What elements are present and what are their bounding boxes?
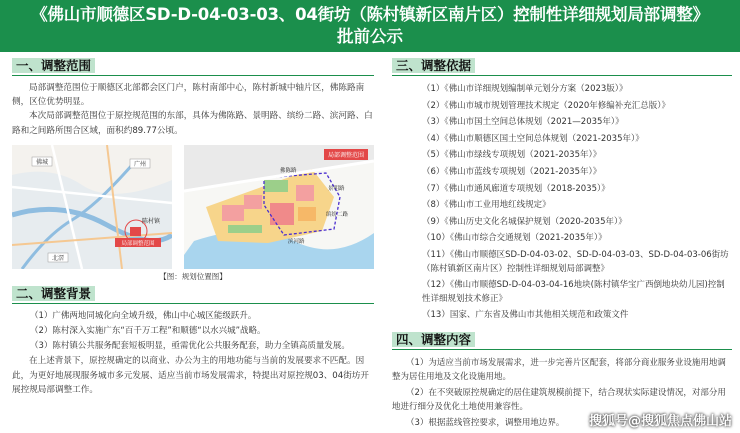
page-subtitle: 批前公示 — [337, 27, 403, 46]
list-item: （13）国家、广东省及佛山市其他相关规范和政策文件 — [422, 309, 629, 320]
list-item: （1）为适应当前市场发展需求，进一步完善片区配套，将部分商业服务业设施用地调整为居住用地及文化设施用地。 — [392, 357, 726, 382]
list-item: （9）《佛山历史文化名城保护规划（2020-2035年）》 — [422, 216, 627, 227]
map-label: 佛城 — [35, 158, 49, 166]
section-heading: 四、调整内容 — [392, 332, 475, 347]
list-item: （6）《佛山市蓝线专项规划（2021-2035年）》 — [422, 166, 602, 177]
list-item: （1）《佛山市详细规划编制单元划分方案（2023版）》 — [422, 84, 628, 94]
section-heading: 二、调整背景 — [12, 286, 95, 301]
adjustment-area-map — [184, 145, 374, 269]
map-label: 缤纷二路 — [326, 211, 349, 218]
list-item: （3）根据蓝线管控要求，调整用地边界。 — [406, 417, 565, 428]
list-item: （2）在不突破原控规确定的居住建筑规模前提下，结合现状实际建设情况，对部分用地进行细分及优化土地使用兼容性。 — [392, 387, 726, 412]
paragraph: 在上述背景下，原控规确定的以商业、办公为主的用地功能与当前的发展要求不匹配。因此，为更好地展现服务城市多元发展、适应当前市场发展需求，特提出对原控规03、04街坊开展控规局部调整工作。 — [12, 356, 370, 395]
list-item: （11）《佛山市顺德区SD-D-04-03-02、SD-D-04-03-03、SD-D-04-03-06街坊（陈村镇新区南片区）控制性详细规划局部调整》 — [422, 249, 729, 274]
list-item: （4）《佛山市顺德区国土空间总体规划（2021-2035年）》 — [422, 133, 644, 144]
section-basis — [392, 58, 732, 324]
regional-location-map — [12, 145, 172, 269]
section-divider — [12, 75, 374, 76]
map-label: 景明路 — [328, 185, 345, 192]
background-list — [12, 309, 374, 355]
list-item: （5）《佛山市绿线专项规划（2021-2035年）》 — [422, 150, 602, 161]
list-item: （2）《佛山市城市规划管理技术规定（2020年修编补充汇总版）》 — [422, 100, 671, 111]
list-item: （10）《佛山市综合交通规划（2021-2035年）》 — [422, 233, 607, 244]
section-divider — [392, 75, 732, 76]
list-item: （12）《佛山市顺德SD-D-04-03-04-16地块(陈村镇华宝广西倒地块幼儿园)控制性详细规划技术修正》 — [422, 279, 725, 304]
section-scope — [12, 58, 374, 138]
paragraph: 局部调整范围位于顺德区北部都会区门户，陈村南部中心，陈村新城中轴片区，佛陈路南侧，区位优势明显。 — [12, 83, 365, 108]
section-heading: 三、调整依据 — [392, 58, 475, 73]
map-label: 陈村镇 — [142, 217, 161, 225]
basis-list — [392, 81, 732, 324]
list-item: （2）陈村深入实施广东“百千万工程”和顺德“以水兴城”战略。 — [30, 326, 266, 337]
list-item: （3）《佛山市国土空间总体规划（2021—2035年）》 — [422, 117, 624, 128]
map-label: 广州 — [133, 160, 147, 168]
watermark: 搜狐号@搜狐焦点佛山站 — [588, 414, 732, 429]
left-column — [12, 58, 374, 397]
paragraph: 本次局部调整范围位于原控规范围的东部，具体为佛陈路、景明路、缤纷二路、滨河路、白路和之间路所围合区域，面积约89.77公顷。 — [12, 111, 373, 136]
map-label: 北滘 — [51, 254, 65, 262]
map-label: 局部调整范围 — [121, 240, 155, 247]
section-background — [12, 286, 374, 397]
map-label: 佛陈路 — [280, 167, 297, 174]
location-maps — [12, 145, 374, 269]
map-caption: 【图：规划位置图】 — [159, 271, 227, 281]
right-column — [392, 58, 732, 431]
list-item: （7）《佛山市通风廊道专项规划（2018-2035）》 — [422, 183, 610, 194]
map-label: 局部调整范围 — [327, 151, 365, 159]
section-heading: 一、调整范围 — [12, 58, 95, 73]
section-divider — [12, 303, 374, 304]
list-item: （8）《佛山市工业用地红线规定》 — [422, 200, 551, 211]
page-title: 《佛山市顺德区SD-D-04-03-03、04街坊（陈村镇新区南片区）控制性详细规划局部调整》 — [31, 5, 709, 24]
list-item: （1）广佛两地同城化向全域升级，佛山中心城区能级跃升。 — [30, 310, 257, 321]
list-item: （3）陈村镇公共服务配套短板明显，亟需优化公共服务配套，助力全镇高质量发展。 — [30, 341, 350, 352]
title-banner — [0, 0, 740, 52]
map-label: 滨河路 — [288, 238, 305, 245]
section-divider — [392, 349, 732, 350]
